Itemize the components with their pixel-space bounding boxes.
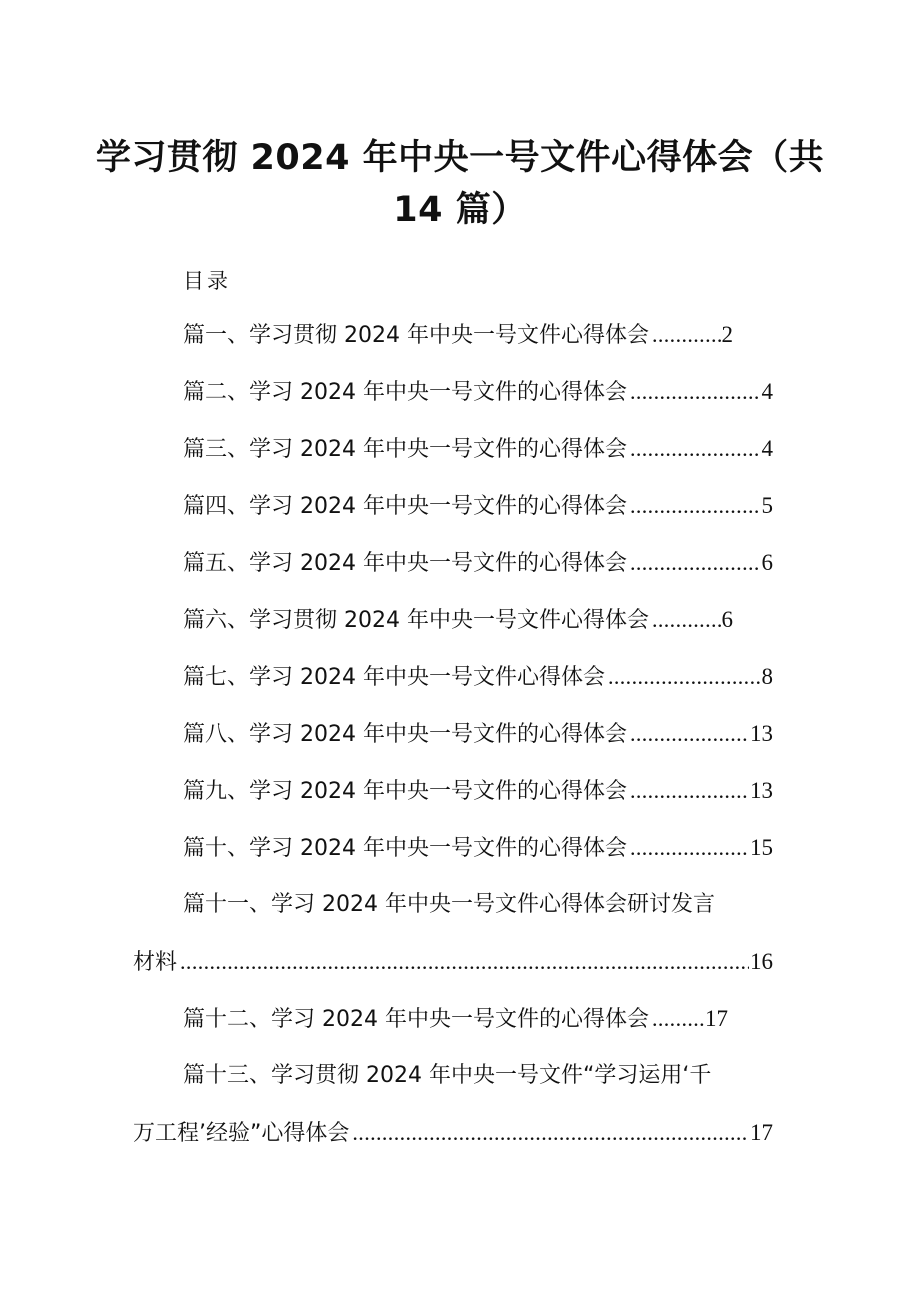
toc-entry-label: 篇三、学习 2024 年中央一号文件的心得体会	[183, 437, 627, 462]
toc-page-number: 13	[750, 721, 773, 746]
toc-page-number: 16	[750, 949, 773, 974]
toc-entry-label-continued: 材料	[133, 950, 178, 975]
toc-leader-dots	[180, 946, 749, 978]
toc-entry-4[interactable]	[183, 490, 773, 523]
toc-entry-label: 篇十、学习 2024 年中央一号文件的心得体会	[183, 836, 627, 861]
toc-entry-label: 篇九、学习 2024 年中央一号文件的心得体会	[183, 779, 627, 804]
toc-leader-dots	[630, 433, 761, 465]
toc-leader-dots	[652, 1003, 704, 1035]
toc-entry-label: 篇四、学习 2024 年中央一号文件的心得体会	[183, 494, 627, 519]
toc-leader-dots	[630, 775, 749, 807]
toc-leader-dots	[630, 547, 761, 579]
toc-entry-3[interactable]	[183, 433, 773, 466]
document-title-line1: 学习贯彻 2024 年中央一号文件心得体会（共	[95, 138, 825, 178]
toc-heading: 目录	[183, 269, 231, 293]
toc-entry-label: 篇八、学习 2024 年中央一号文件的心得体会	[183, 722, 627, 747]
toc-entry-12[interactable]	[183, 1003, 728, 1036]
toc-leader-dots	[652, 319, 721, 351]
toc-entry-label: 篇二、学习 2024 年中央一号文件的心得体会	[183, 380, 627, 405]
toc-entry-13-line1[interactable]	[183, 1060, 773, 1092]
toc-entry-label: 篇七、学习 2024 年中央一号文件心得体会	[183, 665, 605, 690]
toc-entry-label: 篇一、学习贯彻 2024 年中央一号文件心得体会	[183, 323, 649, 348]
toc-entry-7[interactable]	[183, 661, 773, 694]
toc-entry-9[interactable]	[183, 775, 773, 808]
toc-page-number: 4	[761, 436, 773, 461]
toc-entry-label: 篇五、学习 2024 年中央一号文件的心得体会	[183, 551, 627, 576]
toc-leader-dots	[352, 1117, 749, 1149]
toc-page-number: 17	[705, 1006, 728, 1031]
toc-page-number: 4	[761, 379, 773, 404]
toc-page-number: 6	[721, 607, 733, 632]
toc-entry-11-line1[interactable]	[183, 889, 773, 921]
toc-page-number: 6	[761, 550, 773, 575]
toc-entry-label-continued: 万工程’经验”心得体会	[133, 1121, 350, 1146]
toc-page-number: 15	[750, 835, 773, 860]
toc-leader-dots	[630, 718, 749, 750]
document-title-line2: 14 篇）	[393, 190, 527, 230]
toc-entry-6[interactable]	[183, 604, 733, 637]
toc-page-number: 5	[761, 493, 773, 518]
toc-leader-dots	[630, 490, 761, 522]
toc-entry-5[interactable]	[183, 547, 773, 580]
toc-entry-label: 篇十二、学习 2024 年中央一号文件的心得体会	[183, 1007, 649, 1032]
toc-entry-label: 篇十一、学习 2024 年中央一号文件心得体会研讨发言	[183, 892, 715, 917]
toc-entry-11-line2[interactable]	[133, 946, 773, 979]
toc-page-number: 8	[761, 664, 773, 689]
toc-entry-2[interactable]	[183, 376, 773, 409]
toc-entry-1[interactable]	[183, 319, 733, 352]
toc-entry-label: 篇十三、学习贯彻 2024 年中央一号文件“学习运用‘千	[183, 1063, 712, 1088]
toc-entry-10[interactable]	[183, 832, 773, 865]
toc-entry-label: 篇六、学习贯彻 2024 年中央一号文件心得体会	[183, 608, 649, 633]
toc-leader-dots	[630, 832, 749, 864]
toc-leader-dots	[652, 604, 721, 636]
toc-page-number: 13	[750, 778, 773, 803]
toc-leader-dots	[630, 376, 761, 408]
toc-leader-dots	[608, 661, 761, 693]
toc-page-number: 17	[750, 1120, 773, 1145]
toc-page-number: 2	[721, 322, 733, 347]
toc-entry-8[interactable]	[183, 718, 773, 751]
toc-entry-13-line2[interactable]	[133, 1117, 773, 1150]
